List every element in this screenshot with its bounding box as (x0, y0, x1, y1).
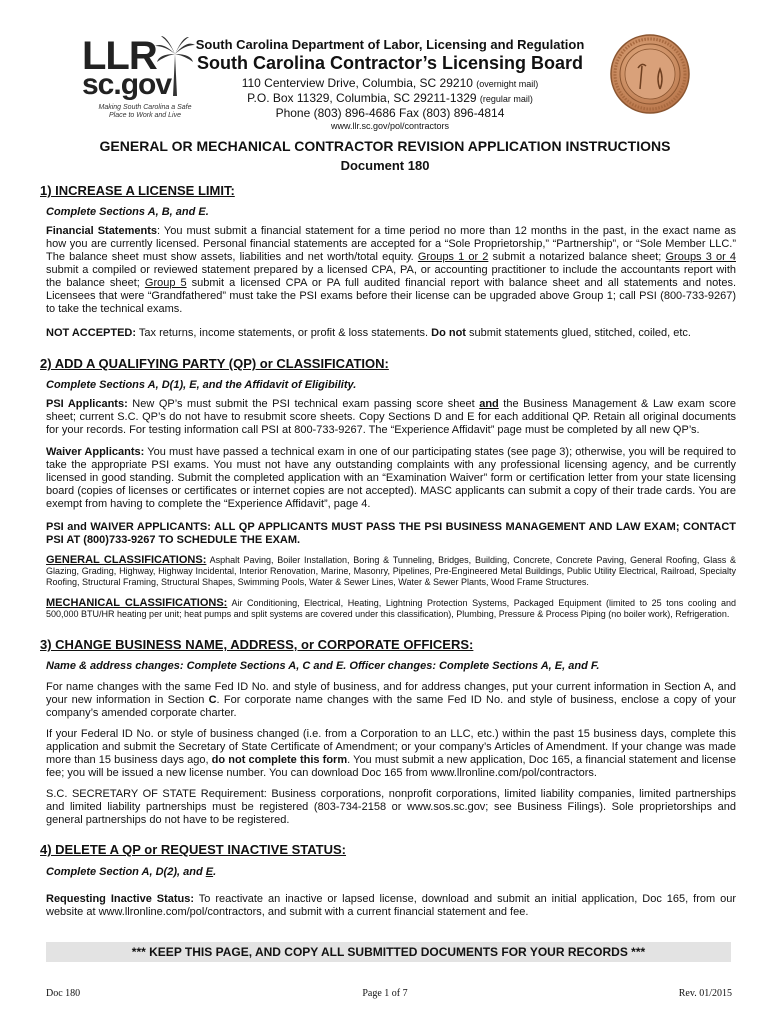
inactive-status-paragraph (46, 893, 736, 919)
s4-sub-dot: . (213, 866, 217, 878)
inactive-label: Requesting Inactive Status: (46, 893, 195, 905)
section-3-heading: 3) CHANGE BUSINESS NAME, ADDRESS, or CORPORATE OFFICERS: (40, 637, 474, 652)
address1-text: 110 Centerview Drive, Columbia, SC 29210 (241, 76, 473, 90)
document-number: Document 180 (340, 158, 430, 173)
p1-text-a: For name changes with the same Fed ID No. and style of business, and for address changes, put your current information in Section A, and your new information in Section (46, 681, 736, 706)
na-text-a: Tax returns, income statements, or profit & loss statements. (136, 327, 432, 339)
na-text-b: submit statements glued, stitched, coiled, etc. (465, 327, 691, 339)
fin-label: Financial Statements (46, 225, 157, 237)
phone-fax: Phone (803) 896-4686 Fax (803) 896-4814 (275, 106, 505, 120)
fed-id-change-paragraph (46, 728, 736, 780)
section-2-subheading: Complete Sections A, D(1), E, and the Affidavit of Eligibility. (46, 379, 357, 391)
section-2-heading: 2) ADD A QUALIFYING PARTY (QP) or CLASSIFICATION: (40, 356, 389, 371)
financial-statements-paragraph (46, 225, 736, 316)
secretary-of-state-paragraph: S.C. SECRETARY OF STATE Requirement: Business corporations, nonprofit corporations, limited liability companies, limited partnerships and limited liability partnerships must be registered (803-734-2158 or www.sos.sc.gov; see Business Filings). Sole proprietorships and general partnerships do not have to be registered. (46, 788, 736, 826)
general-classifications (46, 555, 736, 588)
fin-text-a: : You must submit a financial statement for a time period no more than 12 months in the past, in the exact name as how you are currently licensed. Personal financial statements are accepted for a “Sole Proprietorship,” “Partnership”, or “Sole Member LLC.” The balance sheet must show assets, liabilities and net worth/total equity. (46, 225, 736, 263)
address2-note: (regular mail) (479, 94, 533, 104)
p2-bold: do not complete this form (211, 754, 348, 766)
footer-revision: Rev. 01/2015 (678, 988, 732, 999)
waiver-applicants-paragraph (46, 446, 736, 511)
logo-llr-text: LLR (82, 34, 157, 78)
section-1-heading: 1) INCREASE A LICENSE LIMIT: (40, 183, 235, 198)
fin-text-d: submit a licensed CPA or PA full audited financial report with balance sheet and all statements and notes. Licensees that were “Grandfathered” must take the PSI exams before their license can be upgraded above Group 1; call PSI (800-733-9267) to take the technical exams. (46, 277, 737, 315)
p2-text-a: If your Federal ID No. or style of business changed (i.e. from a Corporation to an LLC, etc.) within the past 15 business days, complete this application and submit the Secretary of State Certificate of Amendment; or your company’s Articles of Amendment. If your change was made more than 15 business days ago, (46, 728, 736, 766)
groups-3-4: Groups 3 or 4 (665, 251, 736, 263)
psi-waiver-note: PSI and WAIVER APPLICANTS: ALL QP APPLICANTS MUST PASS THE PSI BUSINESS MANAGEMENT AND LAW EXAM; CONTACT PSI AT (800)733-9267 TO SCHEDULE THE EXAM. (46, 521, 736, 546)
website-url: www.llr.sc.gov/pol/contractors (330, 121, 450, 131)
section-4-subheading (46, 866, 736, 878)
logo-scgov-text: sc.gov (82, 68, 172, 101)
footer-doc-number: Doc 180 (46, 988, 81, 999)
p1-text-b: . For corporate name changes with the same Fed ID No. and style of business, enclose a copy of your company’s amended corporate charter. (46, 694, 736, 719)
board-name: South Carolina Contractor’s Licensing Board (196, 53, 584, 73)
document-title: GENERAL OR MECHANICAL CONTRACTOR REVISION APPLICATION INSTRUCTIONS (99, 138, 671, 154)
section-4-heading: 4) DELETE A QP or REQUEST INACTIVE STATUS: (40, 842, 347, 857)
na-do-not: Do not (431, 327, 466, 339)
s4-sub-e: E (205, 866, 214, 878)
psi-and: and (479, 398, 499, 410)
group-5: Group 5 (144, 277, 187, 289)
psi-label: PSI Applicants: (46, 398, 128, 410)
not-accepted-label: NOT ACCEPTED: (46, 327, 137, 339)
gen-label: GENERAL CLASSIFICATIONS: (46, 554, 207, 566)
mech-text: Air Conditioning, Electrical, Heating, Lightning Protection Systems, Packaged Equipment (limited to 25 tons cooling and 500,000 BTU/HR heating per unit; heat pumps and split systems are covered under this classification), Plumbing, Pressure & Process Piping (no boiler work), Refrigeration. (46, 598, 736, 619)
psi-text-b: the Business Management & Law exam score sheet; current S.C. QP’s do not have to resubmit score sheets. Copy Sections D and E for each additional QP. Retain all original documents for your records. For testing information call PSI at 800-733-9267. The “Experience Affidavit” page must be completed by all new QP’s. (46, 398, 736, 436)
address-line-1 (150, 76, 630, 90)
address2-text: P.O. Box 11329, Columbia, SC 29211-1329 (247, 91, 477, 105)
address1-note: (overnight mail) (476, 79, 539, 89)
mech-label: MECHANICAL CLASSIFICATIONS: (46, 597, 228, 609)
p2-text-b: . You must submit a new application, Doc 165, a financial statement and license fee; you will be issued a new license number. You can download Doc 165 from www.llronline.com/pol/contractors. (46, 754, 736, 779)
inactive-text: To reactivate an inactive or lapsed license, download and submit an initial application, Doc 165, from our website at www.llronline.com/pol/contractors, and submit with a current financial statement and fee. (46, 893, 736, 918)
footer-page-number: Page 1 of 7 (362, 988, 408, 999)
fin-text-c: submit a compiled or reviewed statement prepared by a licensed CPA, PA, or accounting practitioner to include the accountants report with the balance sheet; (46, 264, 736, 289)
psi-text-a: New QP’s must submit the PSI technical exam passing score sheet (127, 398, 480, 410)
logo-tagline: Making South Carolina a Safe Place to Work and Live (98, 104, 192, 119)
fin-text-b: submit a notarized balance sheet; (488, 251, 666, 263)
psi-applicants-paragraph (46, 398, 736, 437)
groups-1-2: Groups 1 or 2 (417, 251, 489, 263)
s4-sub-a: Complete Section A, D(2), and (46, 866, 206, 878)
name-change-paragraph (46, 681, 736, 720)
records-banner: *** KEEP THIS PAGE, AND COPY ALL SUBMITTED DOCUMENTS FOR YOUR RECORDS *** (46, 942, 731, 962)
not-accepted-paragraph (46, 327, 736, 340)
p1-section-c: C (208, 694, 217, 706)
waiver-text: You must have passed a technical exam in one of our participating states (see page 3); otherwise, you will be required to take the appropriate PSI exams. You must not have any outstanding complaints with any professional licensing agency, and be currently licensed in good standing. Submit the completed application with an “Examination Waiver” form or certification letter from your state licensing board (copies of licenses or certificates or internet copies are not accepted). MASC applicants can submit a copy of their trade cards. You are exempt from having to complete the “Experience Affidavit”, page 4. (46, 446, 736, 510)
department-name: South Carolina Department of Labor, Licensing and Regulation (195, 37, 585, 52)
gen-text: Asphalt Paving, Boiler Installation, Boring & Tunneling, Bridges, Building, Concrete, Concrete Paving, General Roofing, Glass & Glazing, Grading, Highway, Highway Incidental, Interior Renovation, Marine, Masonry, Pipelines, Pre-Engineered Metal Buildings, Public Utility Electrical, Railroad, Specialty Roofing, Structural Framing, Structural Shapes, Swimming Pools, Water & Sewer Lines, Water & Sewer Plants, Wood Frame Structures. (46, 555, 736, 587)
mechanical-classifications (46, 598, 736, 620)
address-line-2 (150, 91, 630, 105)
section-1-subheading: Complete Sections A, B, and E. (46, 206, 209, 218)
section-3-subheading: Name & address changes: Complete Sections A, C and E. Officer changes: Complete Sections A, E, and F. (46, 660, 600, 672)
waiver-label: Waiver Applicants: (46, 446, 145, 458)
